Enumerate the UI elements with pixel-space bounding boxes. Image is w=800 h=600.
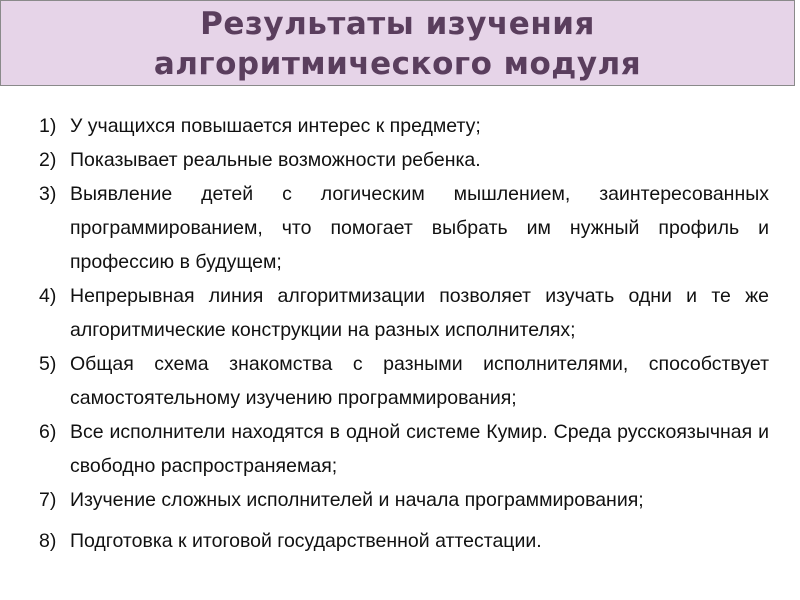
- list-item: [0, 524, 800, 558]
- list-item-number: 2): [39, 149, 57, 171]
- slide-title: [1, 1, 794, 84]
- list-item: [0, 347, 800, 415]
- list-item-number: 8): [39, 530, 57, 552]
- list-item-text: Показывает реальные возможности ребенка.: [70, 149, 481, 171]
- list-item-text: Общая схема знакомства с разными исполнителями, способствует самостоятельному изучению программирования;: [70, 353, 769, 409]
- list-item-number: 3): [39, 183, 57, 205]
- list-item: [0, 279, 800, 347]
- list-item: [0, 483, 800, 517]
- list-item-text: Все исполнители находятся в одной системе Кумир. Среда русскоязычная и свободно распространяемая;: [70, 421, 769, 477]
- list-item-number: 1): [39, 115, 57, 137]
- list-item-number: 5): [39, 353, 57, 375]
- results-list: [0, 109, 800, 558]
- list-item-text: У учащихся повышается интерес к предмету;: [70, 115, 481, 137]
- list-item-number: 4): [39, 285, 57, 307]
- list-item: [0, 415, 800, 483]
- list-item-text: Изучение сложных исполнителей и начала программирования;: [70, 489, 644, 511]
- list-item: [0, 177, 800, 279]
- title-banner: [0, 0, 795, 86]
- list-item-text: Непрерывная линия алгоритмизации позволяет изучать одни и те же алгоритмические конструкции на разных исполнителях;: [70, 285, 769, 341]
- list-item: [0, 109, 800, 143]
- slide-title-line-1: Результаты изучения: [200, 6, 595, 42]
- list-item-text: Подготовка к итоговой государственной аттестации.: [70, 530, 542, 552]
- list-item: [0, 143, 800, 177]
- list-item-text: Выявление детей с логическим мышлением, заинтересованных программированием, что помогает выбрать им нужный профиль и профессию в будущем;: [70, 183, 769, 273]
- list-item-number: 7): [39, 489, 57, 511]
- list-item-number: 6): [39, 421, 57, 443]
- slide-title-line-2: алгоритмического модуля: [153, 46, 642, 82]
